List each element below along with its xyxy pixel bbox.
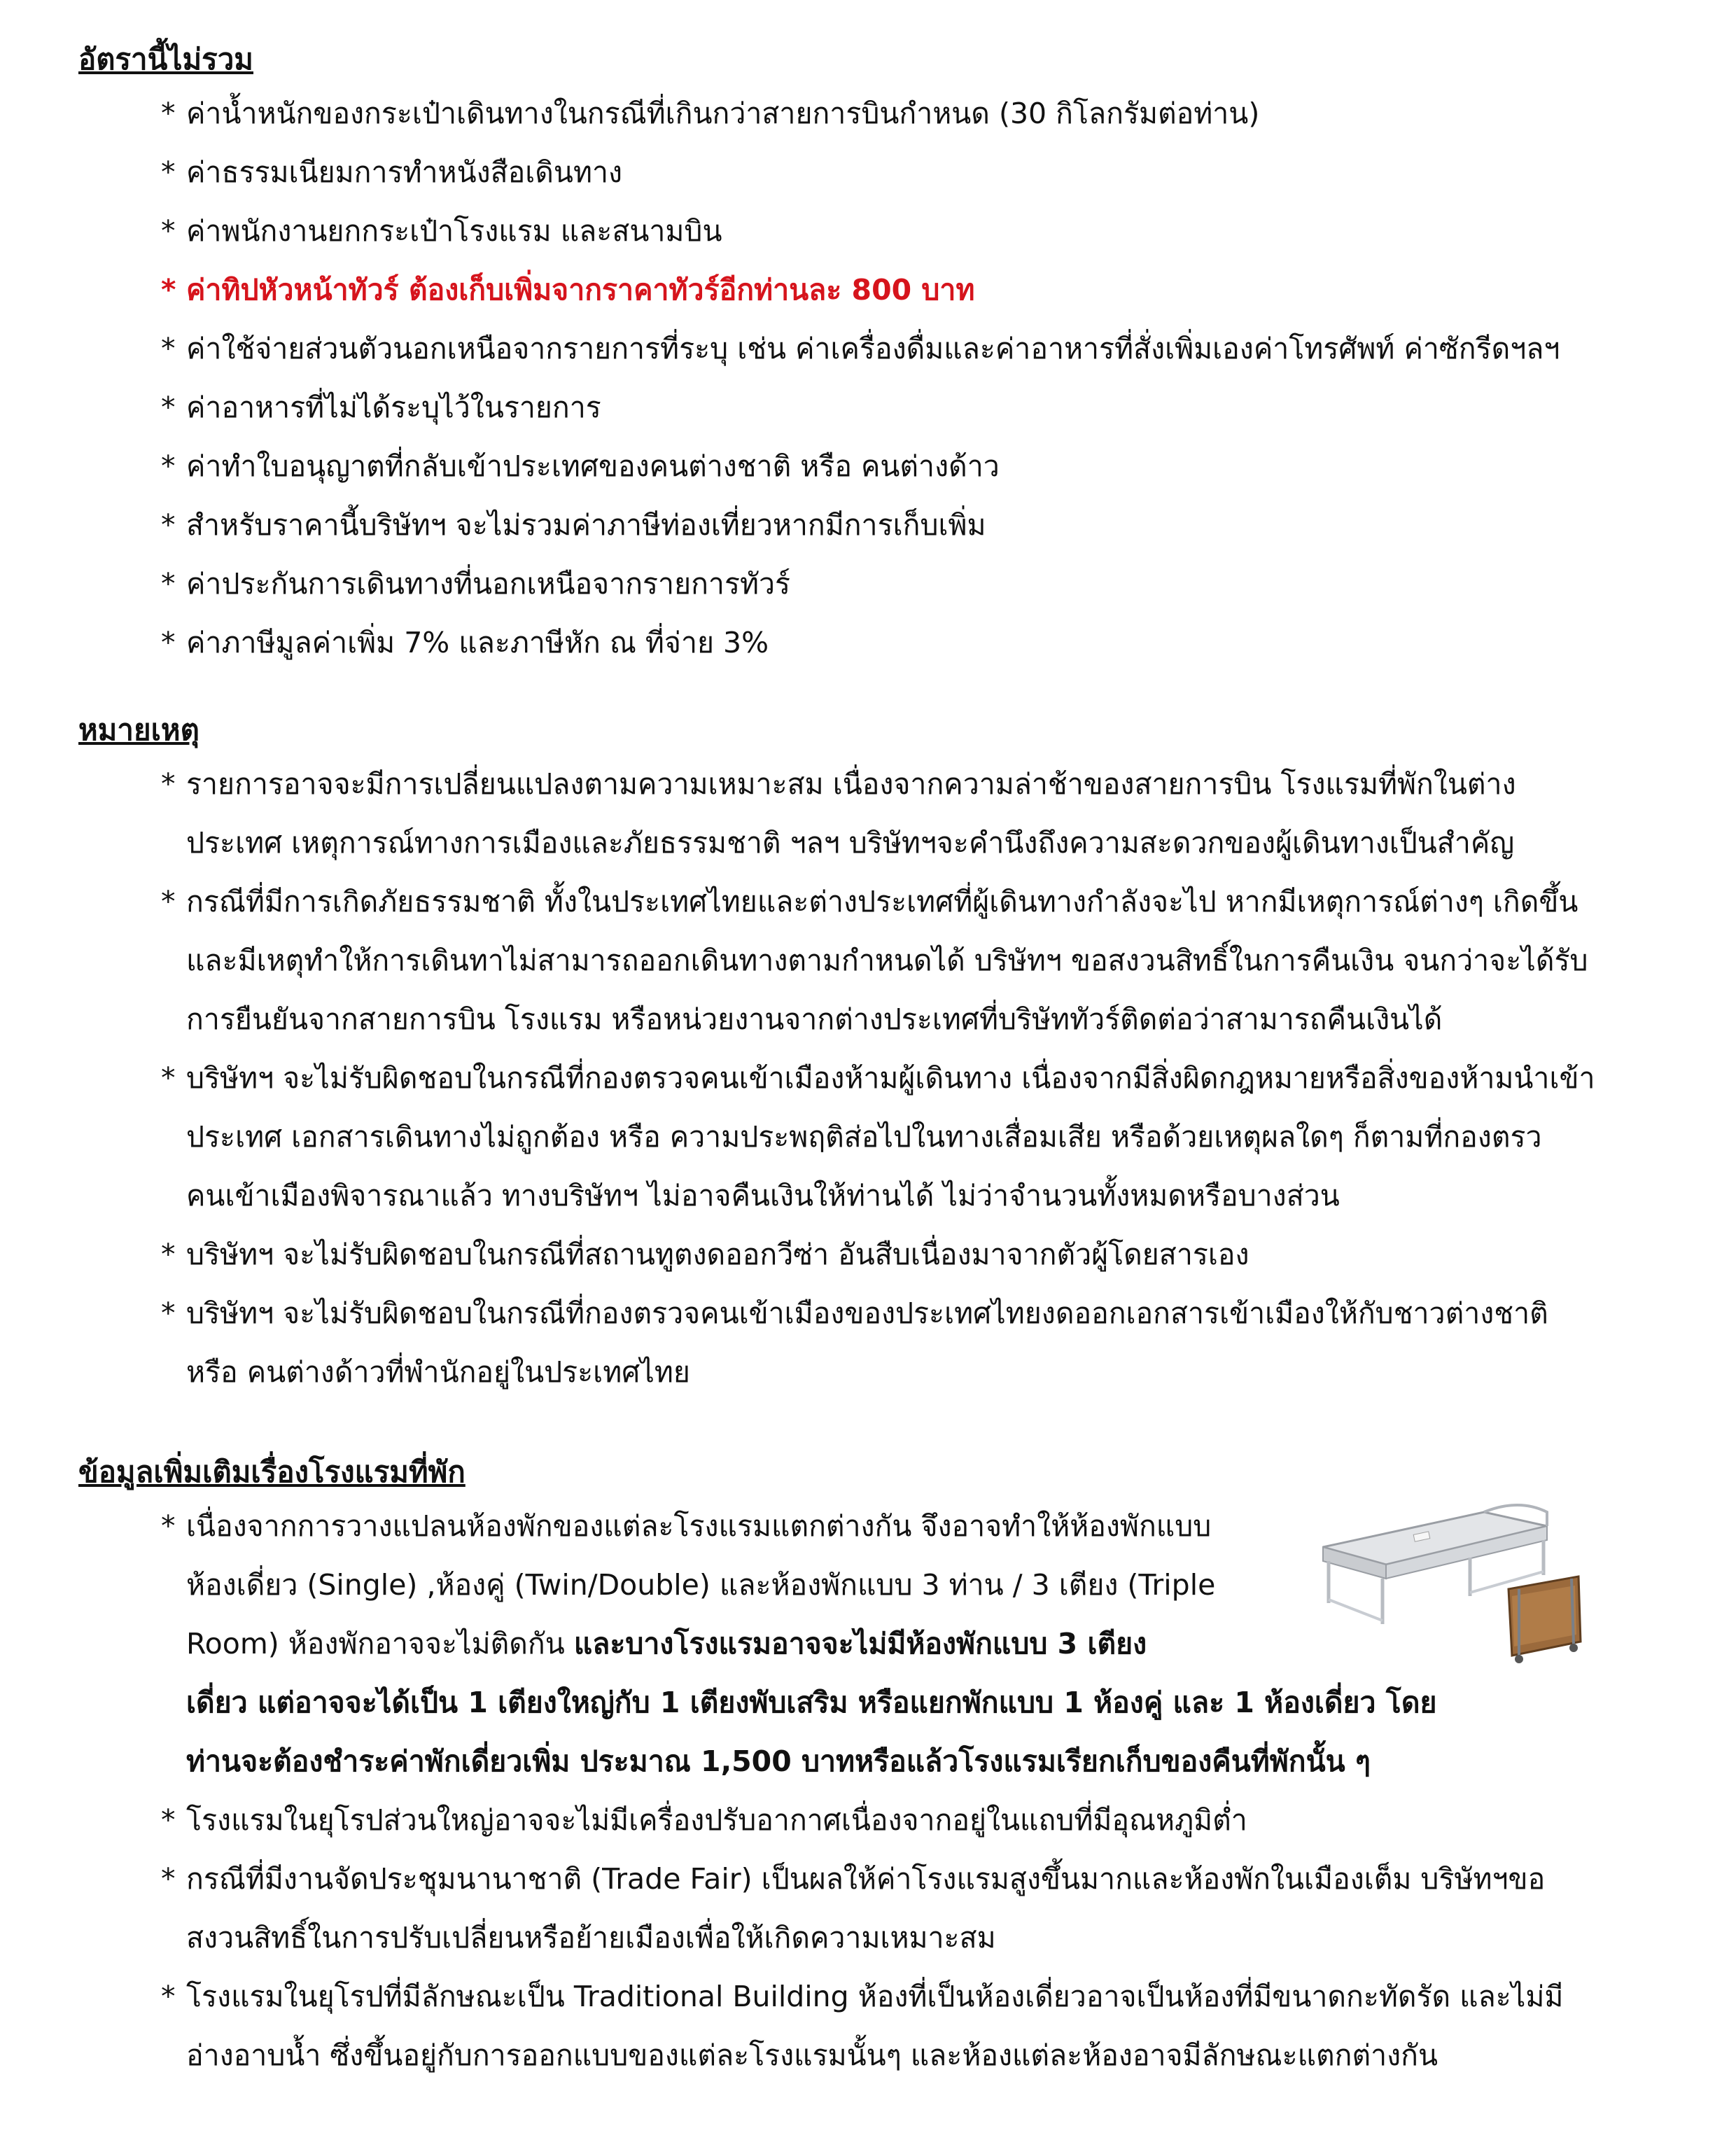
note-line: การยืนยันจากสายการบิน โรงแรม หรือหน่วยงานจากต่างประเทศที่บริษัททัวร์ติดต่อว่าสามารถคืนเงินได้	[186, 1002, 1443, 1036]
hotel-title: ข้อมูลเพิ่มเติมเรื่องโรงแรมที่พัก	[78, 1455, 465, 1489]
hotel-line: * โรงแรมในยุโรปส่วนใหญ่อาจจะไม่มีเครื่องปรับอากาศเนื่องจากอยู่ในแถบที่มีอุณหภูมิต่ำ	[161, 1803, 1247, 1837]
note-line: หรือ คนต่างด้าวที่พำนักอยู่ในประเทศไทย	[186, 1355, 690, 1389]
note-line: * รายการอาจจะมีการเปลี่ยนแปลงตามความเหมาะสม เนื่องจากความล่าช้าของสายการบิน โรงแรมที่พักในต่าง	[161, 767, 1516, 801]
note-line: * บริษัทฯ จะไม่รับผิดชอบในกรณีที่สถานทูตงดออกวีซ่า อันสืบเนื่องมาจากตัวผู้โดยสารเอง	[161, 1238, 1250, 1271]
hotel-line: ห้องเดี่ยว (Single) ,ห้องคู่ (Twin/Double) และห้องพักแบบ 3 ท่าน / 3 เตียง (Triple	[186, 1568, 1216, 1602]
hotel-line: อ่างอาบน้ำ ซึ่งขึ้นอยู่กับการออกแบบของแต่ละโรงแรมนั้นๆ และห้องแต่ละห้องอาจมีลักษณะแตกต่างกัน	[186, 2038, 1438, 2072]
note-line: * บริษัทฯ จะไม่รับผิดชอบในกรณีที่กองตรวจคนเข้าเมืองของประเทศไทยงดออกเอกสารเข้าเมืองให้กับชาวต่างชาติ	[161, 1296, 1548, 1330]
note-line: คนเข้าเมืองพิจารณาแล้ว ทางบริษัทฯ ไม่อาจคืนเงินให้ท่านได้ ไม่ว่าจำนวนทั้งหมดหรือบางส่วน	[186, 1179, 1340, 1212]
note-line: * บริษัทฯ จะไม่รับผิดชอบในกรณีที่กองตรวจคนเข้าเมืองห้ามผู้เดินทาง เนื่องจากมีสิ่งผิดกฎหมายหรือสิ่งของห้ามนำเข้า	[161, 1061, 1595, 1095]
excluded-item: * ค่าอาหารที่ไม่ได้ระบุไว้ในรายการ	[161, 391, 601, 424]
excluded-item: * ค่าธรรมเนียมการทำหนังสือเดินทาง	[161, 155, 623, 189]
folding-bed-image	[1309, 1484, 1589, 1666]
excluded-item: * ค่าประกันการเดินทางที่นอกเหนือจากรายการทัวร์	[161, 567, 791, 601]
excluded-title: อัตรานี้ไม่รวม	[78, 42, 253, 76]
hotel-line: * เนื่องจากการวางแปลนห้องพักของแต่ละโรงแรมแตกต่างกัน จึงอาจทำให้ห้องพักแบบ	[161, 1509, 1212, 1543]
note-line: และมีเหตุทำให้การเดินทาไม่สามารถออกเดินทางตามกำหนดได้ บริษัทฯ ขอสงวนสิทธิ์ในการคืนเงิน จนกว่าจะได้รับ	[186, 944, 1588, 977]
excluded-item: * สำหรับราคานี้บริษัทฯ จะไม่รวมค่าภาษีท่องเที่ยวหากมีการเก็บเพิ่ม	[161, 508, 986, 542]
note-line: ประเทศ เหตุการณ์ทางการเมืองและภัยธรรมชาติ ฯลฯ บริษัทฯจะคำนึงถึงความสะดวกของผู้เดินทางเป็นสำคัญ	[186, 826, 1515, 860]
excluded-item: * ค่าพนักงานยกกระเป๋าโรงแรม และสนามบิน	[161, 214, 722, 248]
excluded-item: * ค่าใช้จ่ายส่วนตัวนอกเหนือจากรายการที่ระบุ เช่น ค่าเครื่องดื่มและค่าอาหารที่สั่งเพิ่มเองค่าโทรศัพท์ ค่าซักรีดฯลฯ	[161, 332, 1560, 365]
note-line: * กรณีที่มีการเกิดภัยธรรมชาติ ทั้งในประเทศไทยและต่างประเทศที่ผู้เดินทางกำลังจะไป หากมีเหตุการณ์ต่างๆ เกิดขึ้น	[161, 885, 1578, 918]
excluded-item: * ค่าภาษีมูลค่าเพิ่ม 7% และภาษีหัก ณ ที่จ่าย 3%	[161, 626, 769, 659]
hotel-line: สงวนสิทธิ์ในการปรับเปลี่ยนหรือย้ายเมืองเพื่อให้เกิดความเหมาะสม	[186, 1921, 996, 1954]
notes-title: หมายเหตุ	[78, 713, 200, 747]
excluded-item: * ค่าทำใบอนุญาตที่กลับเข้าประเทศของคนต่างชาติ หรือ คนต่างด้าว	[161, 449, 1000, 483]
note-line: ประเทศ เอกสารเดินทางไม่ถูกต้อง หรือ ความประพฤติส่อไปในทางเสื่อมเสีย หรือด้วยเหตุผลใดๆ ก็ตามที่กองตรว	[186, 1120, 1542, 1154]
hotel-line-bold: เดี่ยว แต่อาจจะได้เป็น 1 เตียงใหญ่กับ 1 เตียงพับเสริม หรือแยกพักแบบ 1 ห้องคู่ และ 1 ห้องเดี่ยว โดย	[186, 1686, 1437, 1719]
hotel-line-bold: ท่านจะต้องชำระค่าพักเดี่ยวเพิ่ม ประมาณ 1,500 บาทหรือแล้วโรงแรมเรียกเก็บของคืนที่พักนั้น ๆ	[186, 1744, 1371, 1778]
excluded-item-tip-highlight: * ค่าทิปหัวหน้าทัวร์ ต้องเก็บเพิ่มจากราคาทัวร์อีกท่านละ 800 บาท	[161, 273, 975, 307]
hotel-line: Room) ห้องพักอาจจะไม่ติดกัน และบางโรงแรมอาจจะไม่มีห้องพักแบบ 3 เตียง	[186, 1627, 1147, 1660]
excluded-item: * ค่าน้ำหนักของกระเป๋าเดินทางในกรณีที่เกินกว่าสายการบินกำหนด (30 กิโลกรัมต่อท่าน)	[161, 97, 1260, 130]
hotel-line: * กรณีที่มีงานจัดประชุมนานาชาติ (Trade Fair) เป็นผลให้ค่าโรงแรมสูงขึ้นมากและห้องพักในเมืองเต็ม บริษัทฯขอ	[161, 1862, 1546, 1896]
hotel-line: * โรงแรมในยุโรปที่มีลักษณะเป็น Traditional Building ห้องที่เป็นห้องเดี่ยวอาจเป็นห้องที่มีขนาดกะทัดรัด และไม่มี	[161, 1980, 1564, 2013]
hotel-line-bold: และบางโรงแรมอาจจะไม่มีห้องพักแบบ 3 เตียง	[573, 1627, 1147, 1660]
